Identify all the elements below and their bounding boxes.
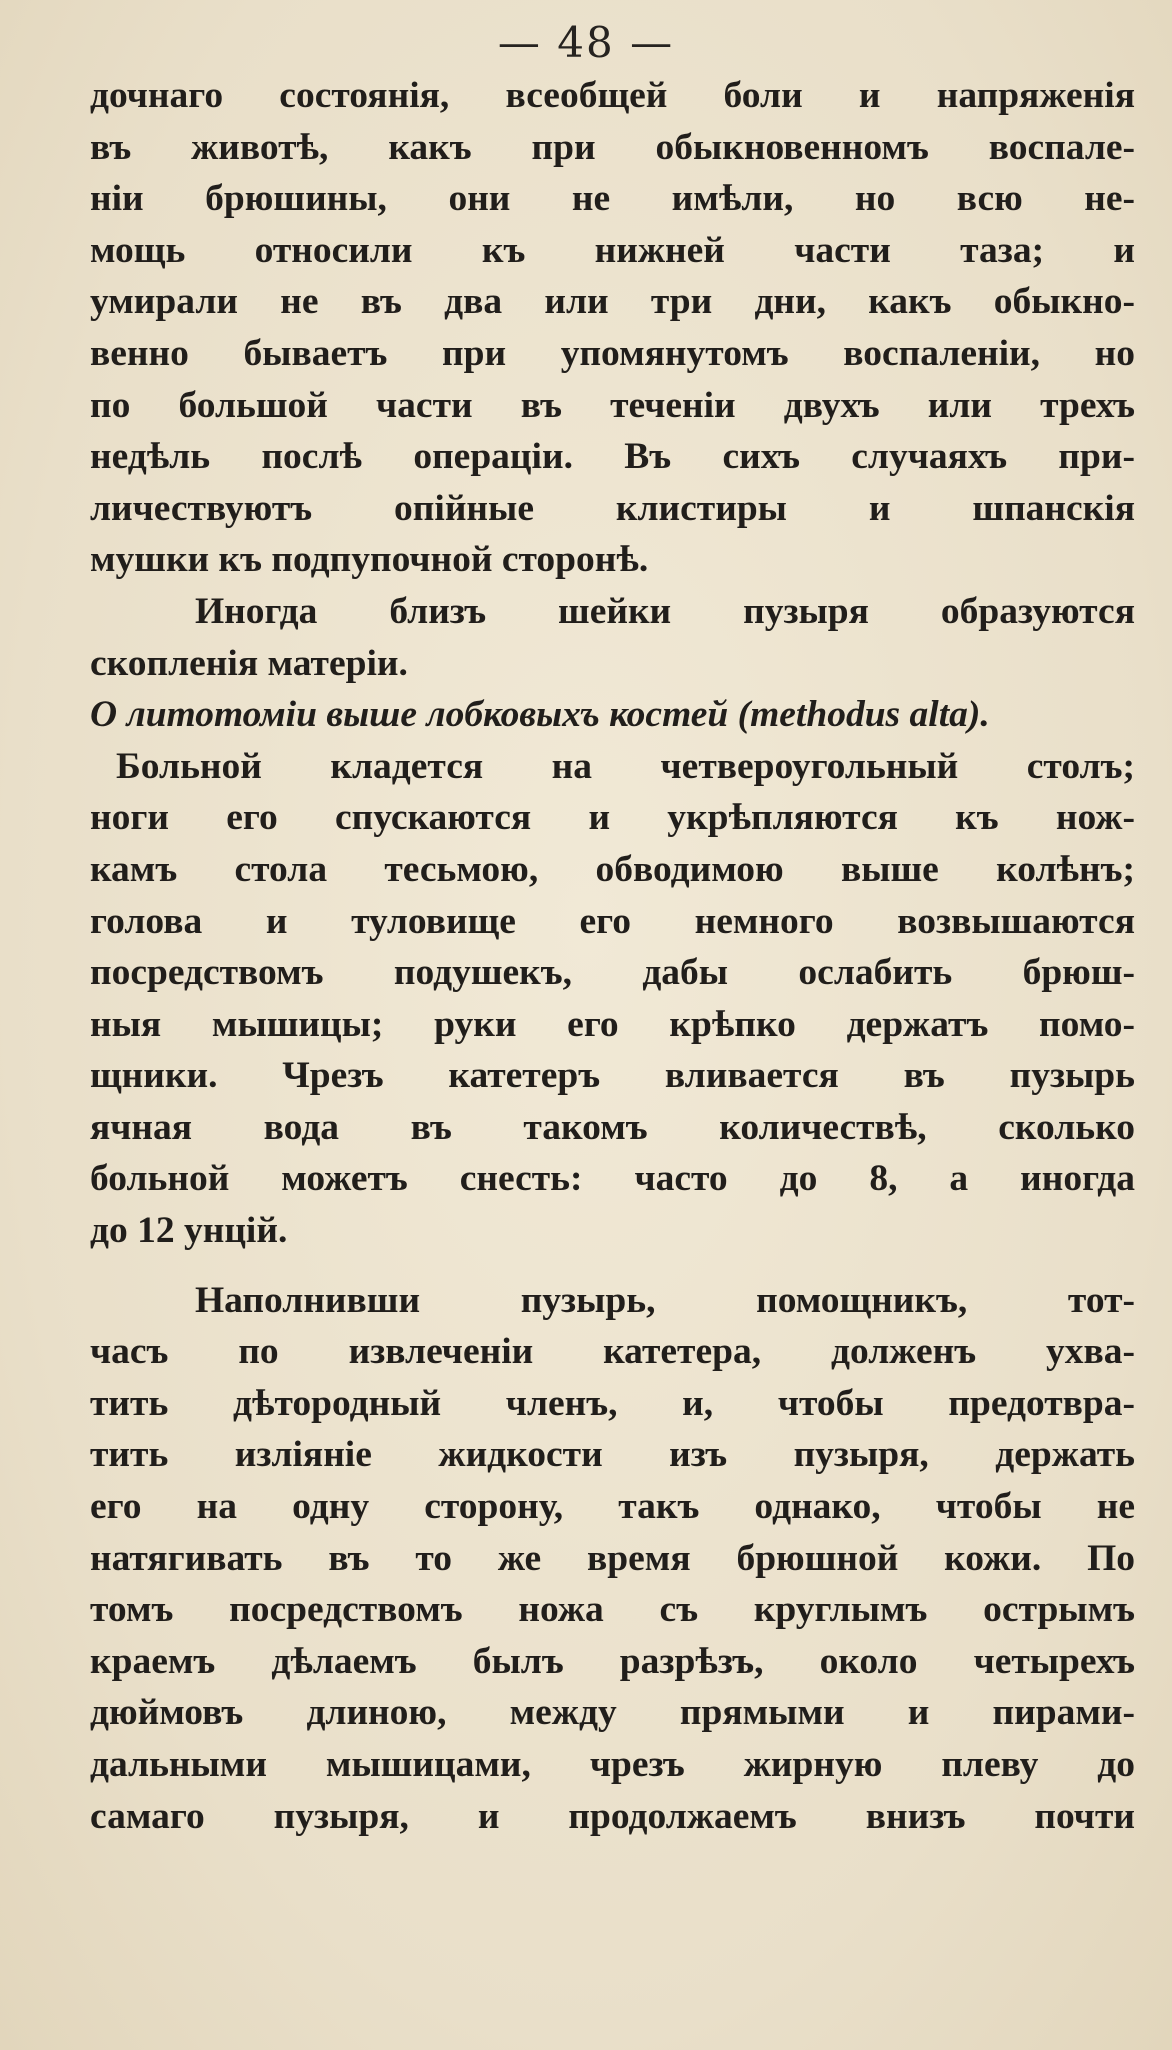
text-line: Иногда близъ шейки пузыря образуются	[195, 590, 1135, 632]
text-line: дальными мышицами, чрезъ жирную плеву до	[90, 1744, 1135, 1785]
text-line: щники. Чрезъ катетеръ вливается въ пузырь	[90, 1055, 1135, 1097]
text-line: мощь относили къ нижней части таза; и	[90, 229, 1135, 271]
text-line: больной можетъ снесть: часто до 8, а иногда	[90, 1158, 1135, 1200]
text-line: умирали не въ два или три дни, какъ обыкно-	[90, 281, 1135, 323]
section-heading: О литотоміи выше лобковыхъ костей (methodus alta).	[90, 694, 990, 736]
text-line: тить дѣтородный членъ, и, чтобы предотвра-	[90, 1382, 1135, 1424]
text-line: краемъ дѣлаемъ былъ разрѣзъ, около четырехъ	[90, 1640, 1135, 1682]
text-line: ніи брюшины, они не имѣли, но всю не-	[90, 178, 1135, 220]
text-line: тить изліяніе жидкости изъ пузыря, держать	[90, 1434, 1135, 1476]
text-line: венно бываетъ при упомянутомъ воспаленіи, но	[90, 332, 1135, 374]
text-line: ныя мышицы; руки его крѣпко держатъ помо-	[90, 1003, 1135, 1045]
text-line: недѣль послѣ операціи. Въ сихъ случаяхъ при-	[90, 436, 1135, 478]
text-line: личествуютъ опійные клистиры и шпанскія	[90, 487, 1135, 529]
text-line: камъ стола тесьмою, обводимою выше колѣнъ;	[90, 848, 1135, 890]
text-line: ячная вода въ такомъ количествѣ, сколько	[90, 1106, 1135, 1148]
text-line: натягивать въ то же время брюшной кожи. По	[90, 1537, 1135, 1579]
text-line: голова и туловище его немного возвышаются	[90, 900, 1135, 942]
text-line: Наполнивши пузырь, помощникъ, тот-	[195, 1279, 1135, 1321]
text-line: скопленія матеріи.	[90, 642, 408, 684]
text-line: ноги его спускаются и укрѣпляются къ нож-	[90, 797, 1135, 839]
text-line: посредствомъ подушекъ, дабы ослабить брюш-	[90, 952, 1135, 994]
text-line: Больной кладется на четвероугольный столъ;	[116, 745, 1135, 787]
text-line: мушки къ подпупочной сторонѣ.	[90, 539, 649, 581]
text-line: томъ посредствомъ ножа съ круглымъ острымъ	[90, 1589, 1135, 1631]
text-line: дочнаго состоянія, всеобщей боли и напряженія	[90, 75, 1135, 116]
text-line: по большой части въ теченіи двухъ или трехъ	[90, 384, 1135, 426]
text-line: до 12 унцій.	[90, 1210, 288, 1252]
text-line: въ животѣ, какъ при обыкновенномъ воспале-	[90, 126, 1135, 168]
page-body	[90, 70, 1135, 1842]
text-line: часъ по извлеченіи катетера, долженъ ухва-	[90, 1331, 1135, 1373]
text-line: самаго пузыря, и продолжаемъ внизъ почти	[90, 1795, 1135, 1837]
paragraph-gap	[90, 1257, 1135, 1275]
page-number: — 48 —	[497, 18, 675, 67]
text-line: дюймовъ длиною, между прямыми и пирами-	[90, 1692, 1135, 1734]
text-line: его на одну сторону, такъ однако, чтобы не	[90, 1486, 1135, 1528]
